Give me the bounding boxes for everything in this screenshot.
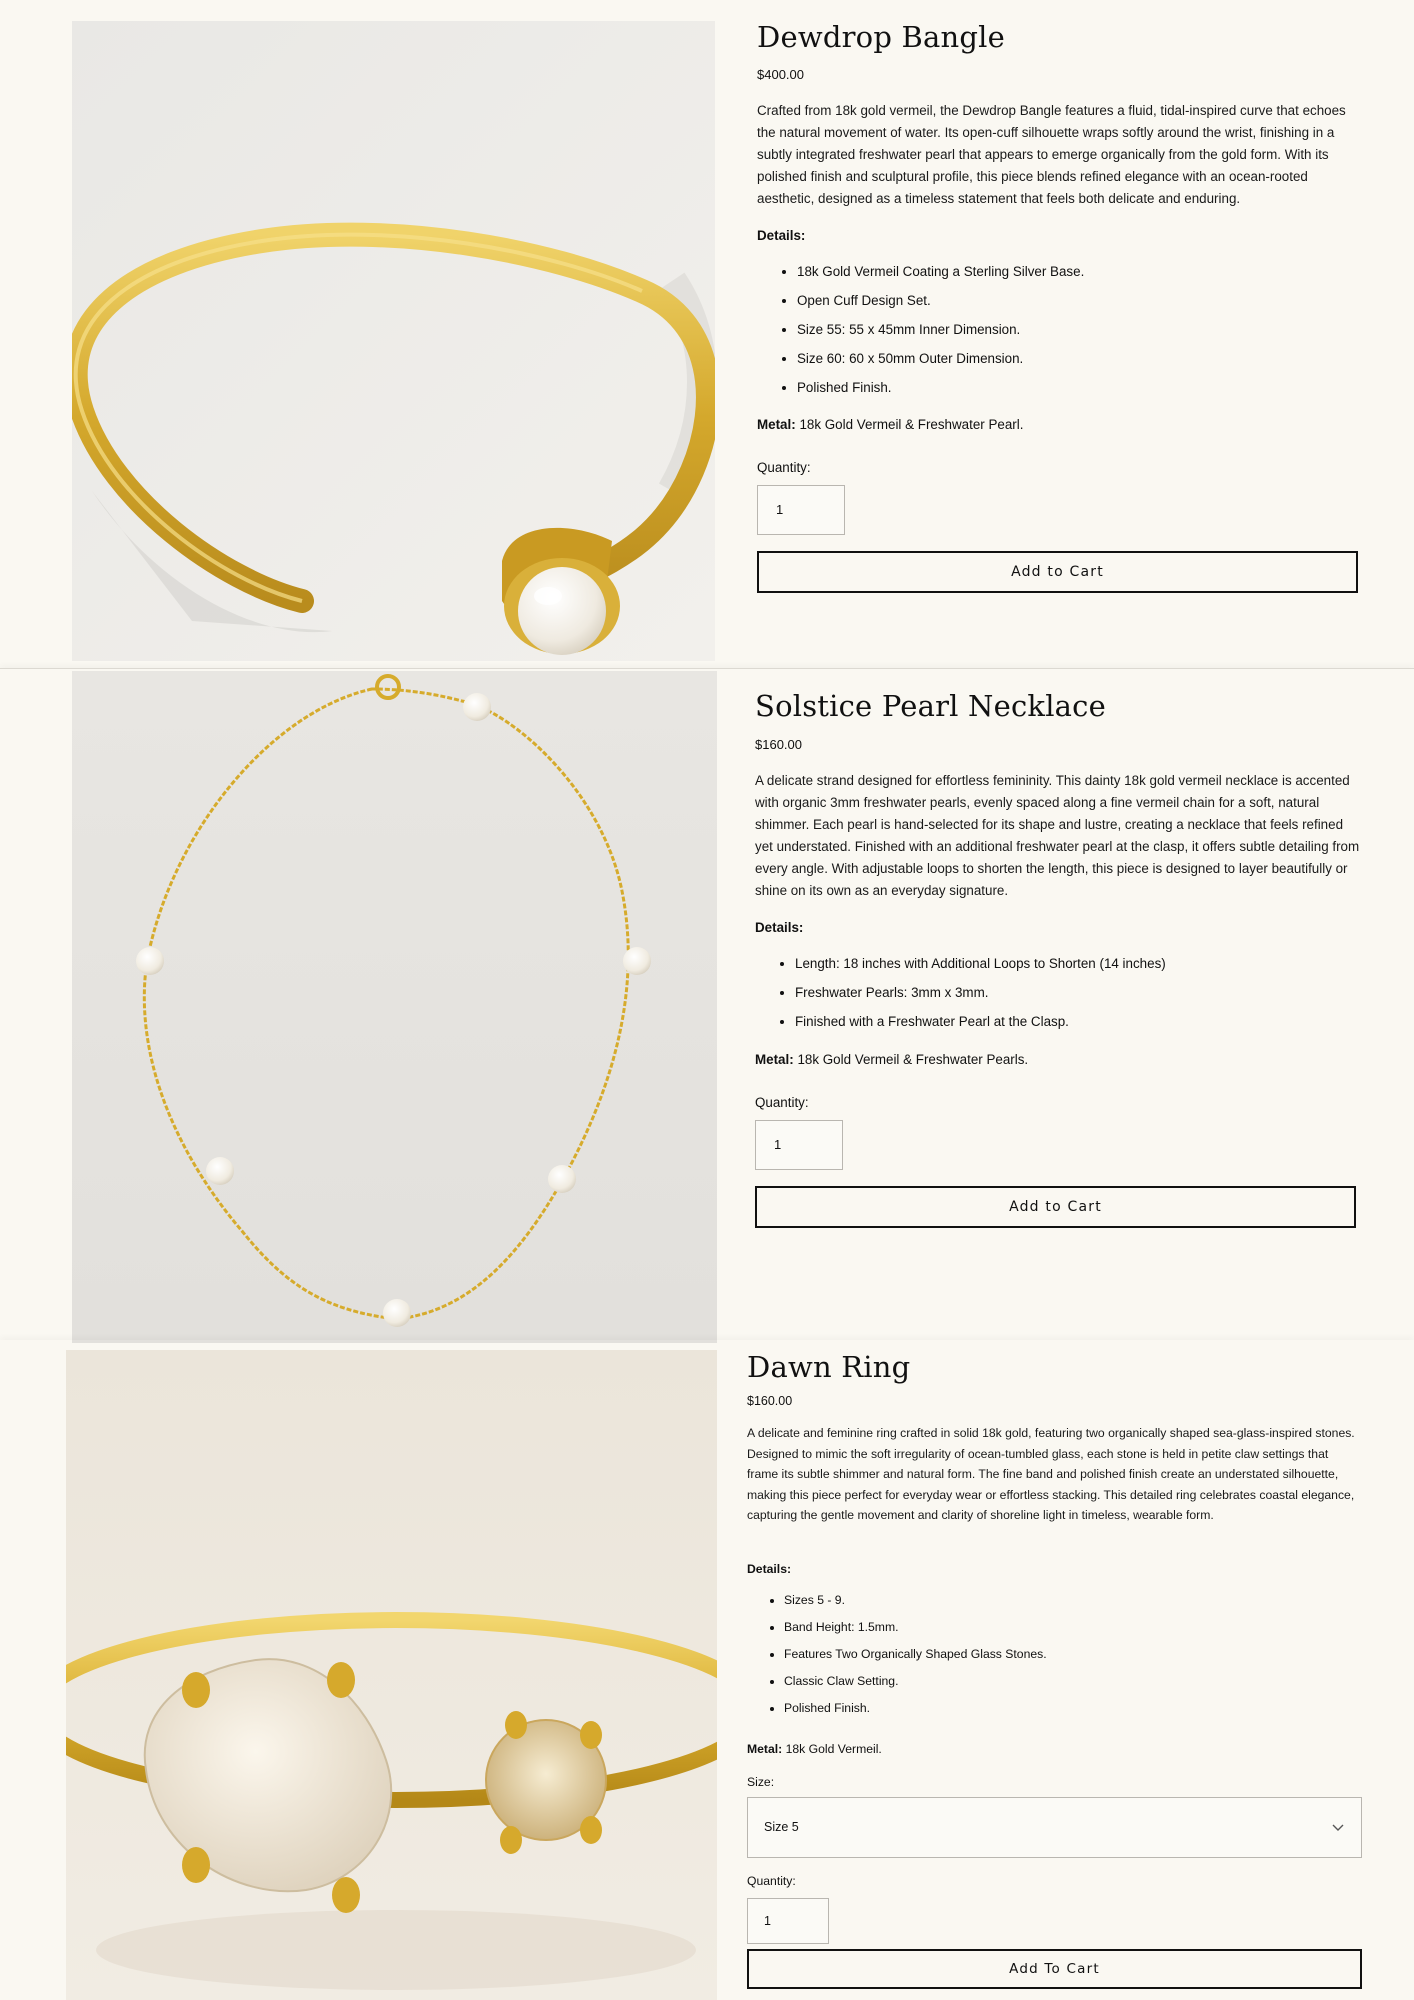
metal-value: 18k Gold Vermeil & Freshwater Pearl. xyxy=(799,417,1024,432)
detail-item: • Length: 18 inches with Additional Loops to Shorten (14 inches) xyxy=(795,949,1355,978)
detail-item: • Freshwater Pearls: 3mm x 3mm. xyxy=(795,978,1355,1007)
product-description: Crafted from 18k gold vermeil, the Dewdrop Bangle features a fluid, tidal-inspired curve that echoes the natural movement of water. Its open-cuff silhouette wraps softly around the wrist, finishing in a subtly integrated freshwater pearl that appears to emerge organically from the gold form. With its polished finish and sculptural profile, this piece blends refined elegance with an ocean-rooted aesthetic, designed as a timeless statement that feels both delicate and enduring. xyxy=(757,103,1346,206)
details-label: Details: xyxy=(747,1562,792,1576)
product-price: $400.00 xyxy=(757,67,804,82)
product-title: Dawn Ring xyxy=(747,1350,911,1384)
metal-info xyxy=(747,1742,882,1756)
add-to-cart-button[interactable]: Add To Cart xyxy=(747,1949,1362,1989)
quantity-input[interactable]: 1 xyxy=(757,485,845,535)
product-price: $160.00 xyxy=(747,1394,793,1408)
detail-item: • Sizes 5 - 9. xyxy=(784,1587,1344,1614)
size-select[interactable] xyxy=(747,1797,1362,1858)
product-image-bangle xyxy=(72,21,715,661)
add-to-cart-button[interactable]: Add to Cart xyxy=(757,551,1358,593)
product-price: $160.00 xyxy=(755,737,802,752)
quantity-input[interactable]: 1 xyxy=(747,1898,829,1944)
product-title: Solstice Pearl Necklace xyxy=(755,689,1106,723)
metal-info xyxy=(757,417,1023,432)
product-title: Dewdrop Bangle xyxy=(757,20,1005,54)
detail-item: • Features Two Organically Shaped Glass Stones. xyxy=(784,1641,1344,1668)
details-list xyxy=(757,257,1357,402)
detail-item: • Band Height: 1.5mm. xyxy=(784,1614,1344,1641)
metal-value: 18k Gold Vermeil & Freshwater Pearls. xyxy=(797,1052,1029,1067)
detail-item: • Open Cuff Design Set. xyxy=(797,286,1357,315)
add-to-cart-button[interactable]: Add to Cart xyxy=(755,1186,1356,1228)
quantity-label: Quantity: xyxy=(757,460,811,475)
product-dawn-ring xyxy=(0,1340,1414,2000)
metal-label: Metal: xyxy=(755,1052,794,1067)
product-image-necklace xyxy=(72,671,717,1343)
metal-value: 18k Gold Vermeil. xyxy=(785,1742,882,1756)
product-image-ring xyxy=(66,1350,717,2000)
detail-item: • Size 60: 60 x 50mm Outer Dimension. xyxy=(797,344,1357,373)
product-dewdrop-bangle xyxy=(0,0,1414,668)
metal-label: Metal: xyxy=(747,1742,783,1756)
detail-item: • Polished Finish. xyxy=(797,373,1357,402)
details-label: Details: xyxy=(755,920,804,935)
metal-label: Metal: xyxy=(757,417,796,432)
quantity-label: Quantity: xyxy=(755,1095,809,1110)
chevron-down-icon xyxy=(1331,1820,1345,1834)
details-list xyxy=(747,1587,1344,1722)
size-select-value: Size 5 xyxy=(764,1820,799,1834)
details-list xyxy=(755,949,1355,1036)
detail-item: • Classic Claw Setting. xyxy=(784,1668,1344,1695)
size-label: Size: xyxy=(747,1775,775,1789)
product-description: A delicate strand designed for effortless femininity. This dainty 18k gold vermeil necklace is accented with organic 3mm freshwater pearls, evenly spaced along a fine vermeil chain for a soft, natural shimmer. Each pearl is hand-selected for its shape and lustre, creating a necklace that feels refined yet understated. Finished with an additional freshwater pearl at the clasp, it offers subtle detailing from every angle. With adjustable loops to shorten the length, this piece is designed to layer beautifully or shine on its own as an everyday signature. xyxy=(755,773,1360,898)
product-description: A delicate and feminine ring crafted in solid 18k gold, featuring two organically shaped sea-glass-inspired stones. Designed to mimic the soft irregularity of ocean-tumbled glass, each stone is held in petite claw settings that frame its subtle shimmer and natural form. The fine band and polished finish create an understated silhouette, making this piece perfect for everyday wear or effortless stacking. This detailed ring celebrates coastal elegance, capturing the gentle movement and clarity of shoreline light in timeless, wearable form. xyxy=(747,1426,1355,1522)
details-label: Details: xyxy=(757,228,806,243)
metal-info xyxy=(755,1052,1028,1067)
quantity-label: Quantity: xyxy=(747,1874,796,1888)
detail-item: • Polished Finish. xyxy=(784,1695,1344,1722)
detail-item: • Size 55: 55 x 45mm Inner Dimension. xyxy=(797,315,1357,344)
product-solstice-pearl-necklace xyxy=(0,668,1414,1340)
detail-item: • 18k Gold Vermeil Coating a Sterling Silver Base. xyxy=(797,257,1357,286)
detail-item: • Finished with a Freshwater Pearl at the Clasp. xyxy=(795,1007,1355,1036)
quantity-input[interactable]: 1 xyxy=(755,1120,843,1170)
